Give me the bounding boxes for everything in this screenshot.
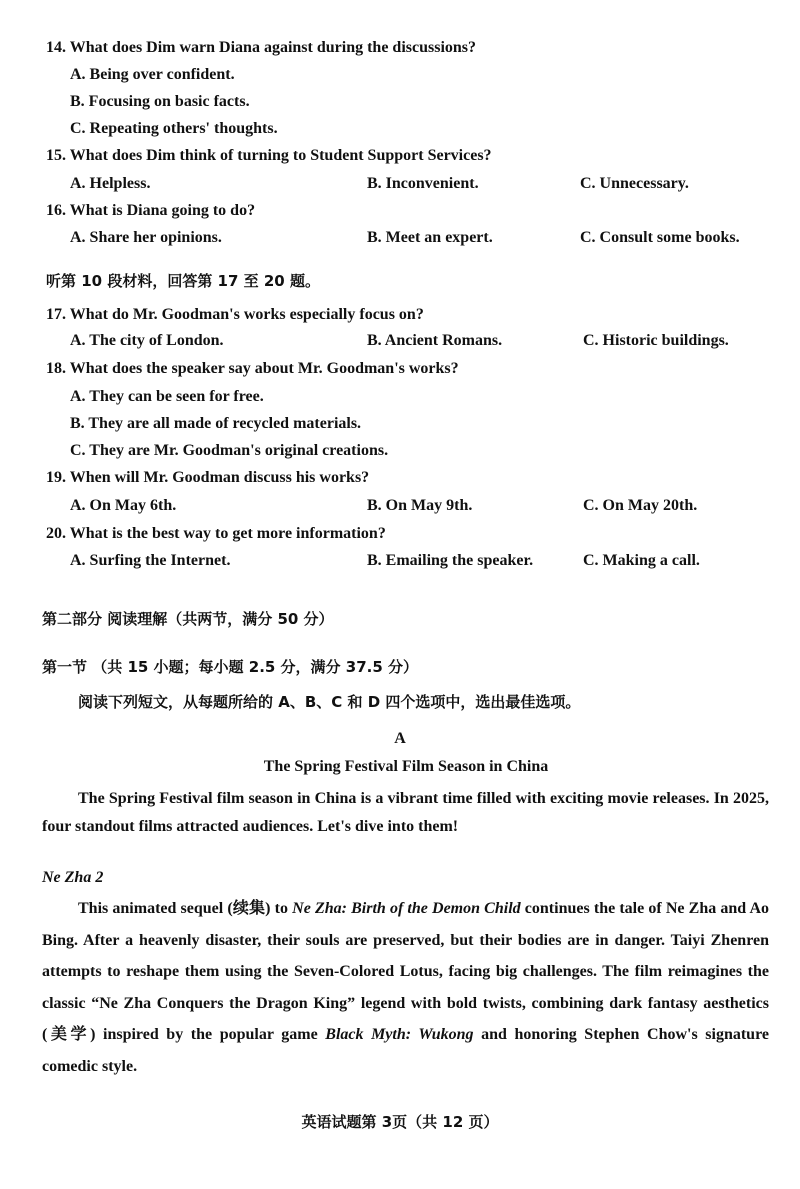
question-18-option-a: A. They can be seen for free. — [70, 388, 264, 405]
film-title: Ne Zha 2 — [42, 869, 104, 886]
game-reference: Black Myth: Wukong — [325, 1026, 474, 1043]
film-reference-1: Ne Zha: Birth of the Demon Child — [292, 900, 521, 917]
question-18-option-b: B. They are all made of recycled materials. — [70, 415, 362, 432]
question-14-stem: 14. What does Dim warn Diana against during the discussions? — [46, 39, 477, 56]
question-20-stem: 20. What is the best way to get more information? — [46, 525, 386, 542]
film-description — [42, 893, 769, 1082]
question-15-option-b: B. Inconvenient. — [367, 175, 479, 192]
passage-intro-text: The Spring Festival film season in China is a vibrant time filled with exciting movie releases. In 2025, four standout films attracted audiences. Let's dive into them! — [42, 790, 769, 835]
question-16-option-c: C. Consult some books. — [580, 229, 740, 246]
passage-intro — [42, 785, 769, 841]
question-20-option-c: C. Making a call. — [583, 552, 700, 569]
question-18-option-c: C. They are Mr. Goodman's original creations. — [70, 442, 389, 459]
question-17-stem: 17. What do Mr. Goodman's works especially focus on? — [46, 306, 424, 323]
material-10-instruction: 听第 10 段材料，回答第 17 至 20 题。 — [46, 272, 320, 290]
question-17-option-b: B. Ancient Romans. — [367, 332, 503, 349]
film-description-text — [42, 893, 769, 1082]
question-18-stem: 18. What does the speaker say about Mr. Goodman's works? — [46, 360, 459, 377]
page-footer: 英语试题第 3页（共 12 页） — [301, 1113, 499, 1131]
question-15-option-a: A. Helpless. — [70, 175, 151, 192]
section-1-heading: 第一节 （共 15 小题；每小题 2.5 分，满分 37.5 分） — [42, 658, 419, 676]
section-1-instruction: 阅读下列短文，从每题所给的 A、B、C 和 D 四个选项中，选出最佳选项。 — [78, 693, 581, 711]
passage-title: The Spring Festival Film Season in China — [263, 758, 549, 775]
question-19-option-c: C. On May 20th. — [583, 497, 698, 514]
question-19-option-a: A. On May 6th. — [70, 497, 177, 514]
question-17-option-c: C. Historic buildings. — [583, 332, 729, 349]
body-part-1: This animated sequel (续集) to — [78, 900, 293, 917]
question-19-stem: 19. When will Mr. Goodman discuss his works? — [46, 469, 370, 486]
question-17-option-a: A. The city of London. — [70, 332, 224, 349]
body-part-3: and honoring Stephen Chow's signature comedic style. — [42, 1026, 769, 1075]
question-16-option-a: A. Share her opinions. — [70, 229, 222, 246]
question-19-option-b: B. On May 9th. — [367, 497, 473, 514]
question-14-option-b: B. Focusing on basic facts. — [70, 93, 250, 110]
question-16-stem: 16. What is Diana going to do? — [46, 202, 256, 219]
passage-letter: A — [394, 730, 406, 747]
question-15-option-c: C. Unnecessary. — [580, 175, 689, 192]
question-16-option-b: B. Meet an expert. — [367, 229, 493, 246]
question-20-option-a: A. Surfing the Internet. — [70, 552, 231, 569]
part-2-heading: 第二部分 阅读理解（共两节，满分 50 分） — [42, 610, 334, 628]
question-14-option-a: A. Being over confident. — [70, 66, 235, 83]
question-20-option-b: B. Emailing the speaker. — [367, 552, 534, 569]
body-part-2: continues the tale of Ne Zha and Ao Bing. After a heavenly disaster, their souls are preserved, but their bodies are in danger. Taiyi Zhenren attempts to reshape them using the Seven-Colored Lotus, facing big challenges. The film reimagines the classic “Ne Zha Conquers the Dragon King” legend with bold twists, combining dark fantasy aesthetics (美学) inspired by the popular game — [42, 900, 770, 1043]
question-14-option-c: C. Repeating others' thoughts. — [70, 120, 278, 137]
question-15-stem: 15. What does Dim think of turning to Student Support Services? — [46, 147, 492, 164]
